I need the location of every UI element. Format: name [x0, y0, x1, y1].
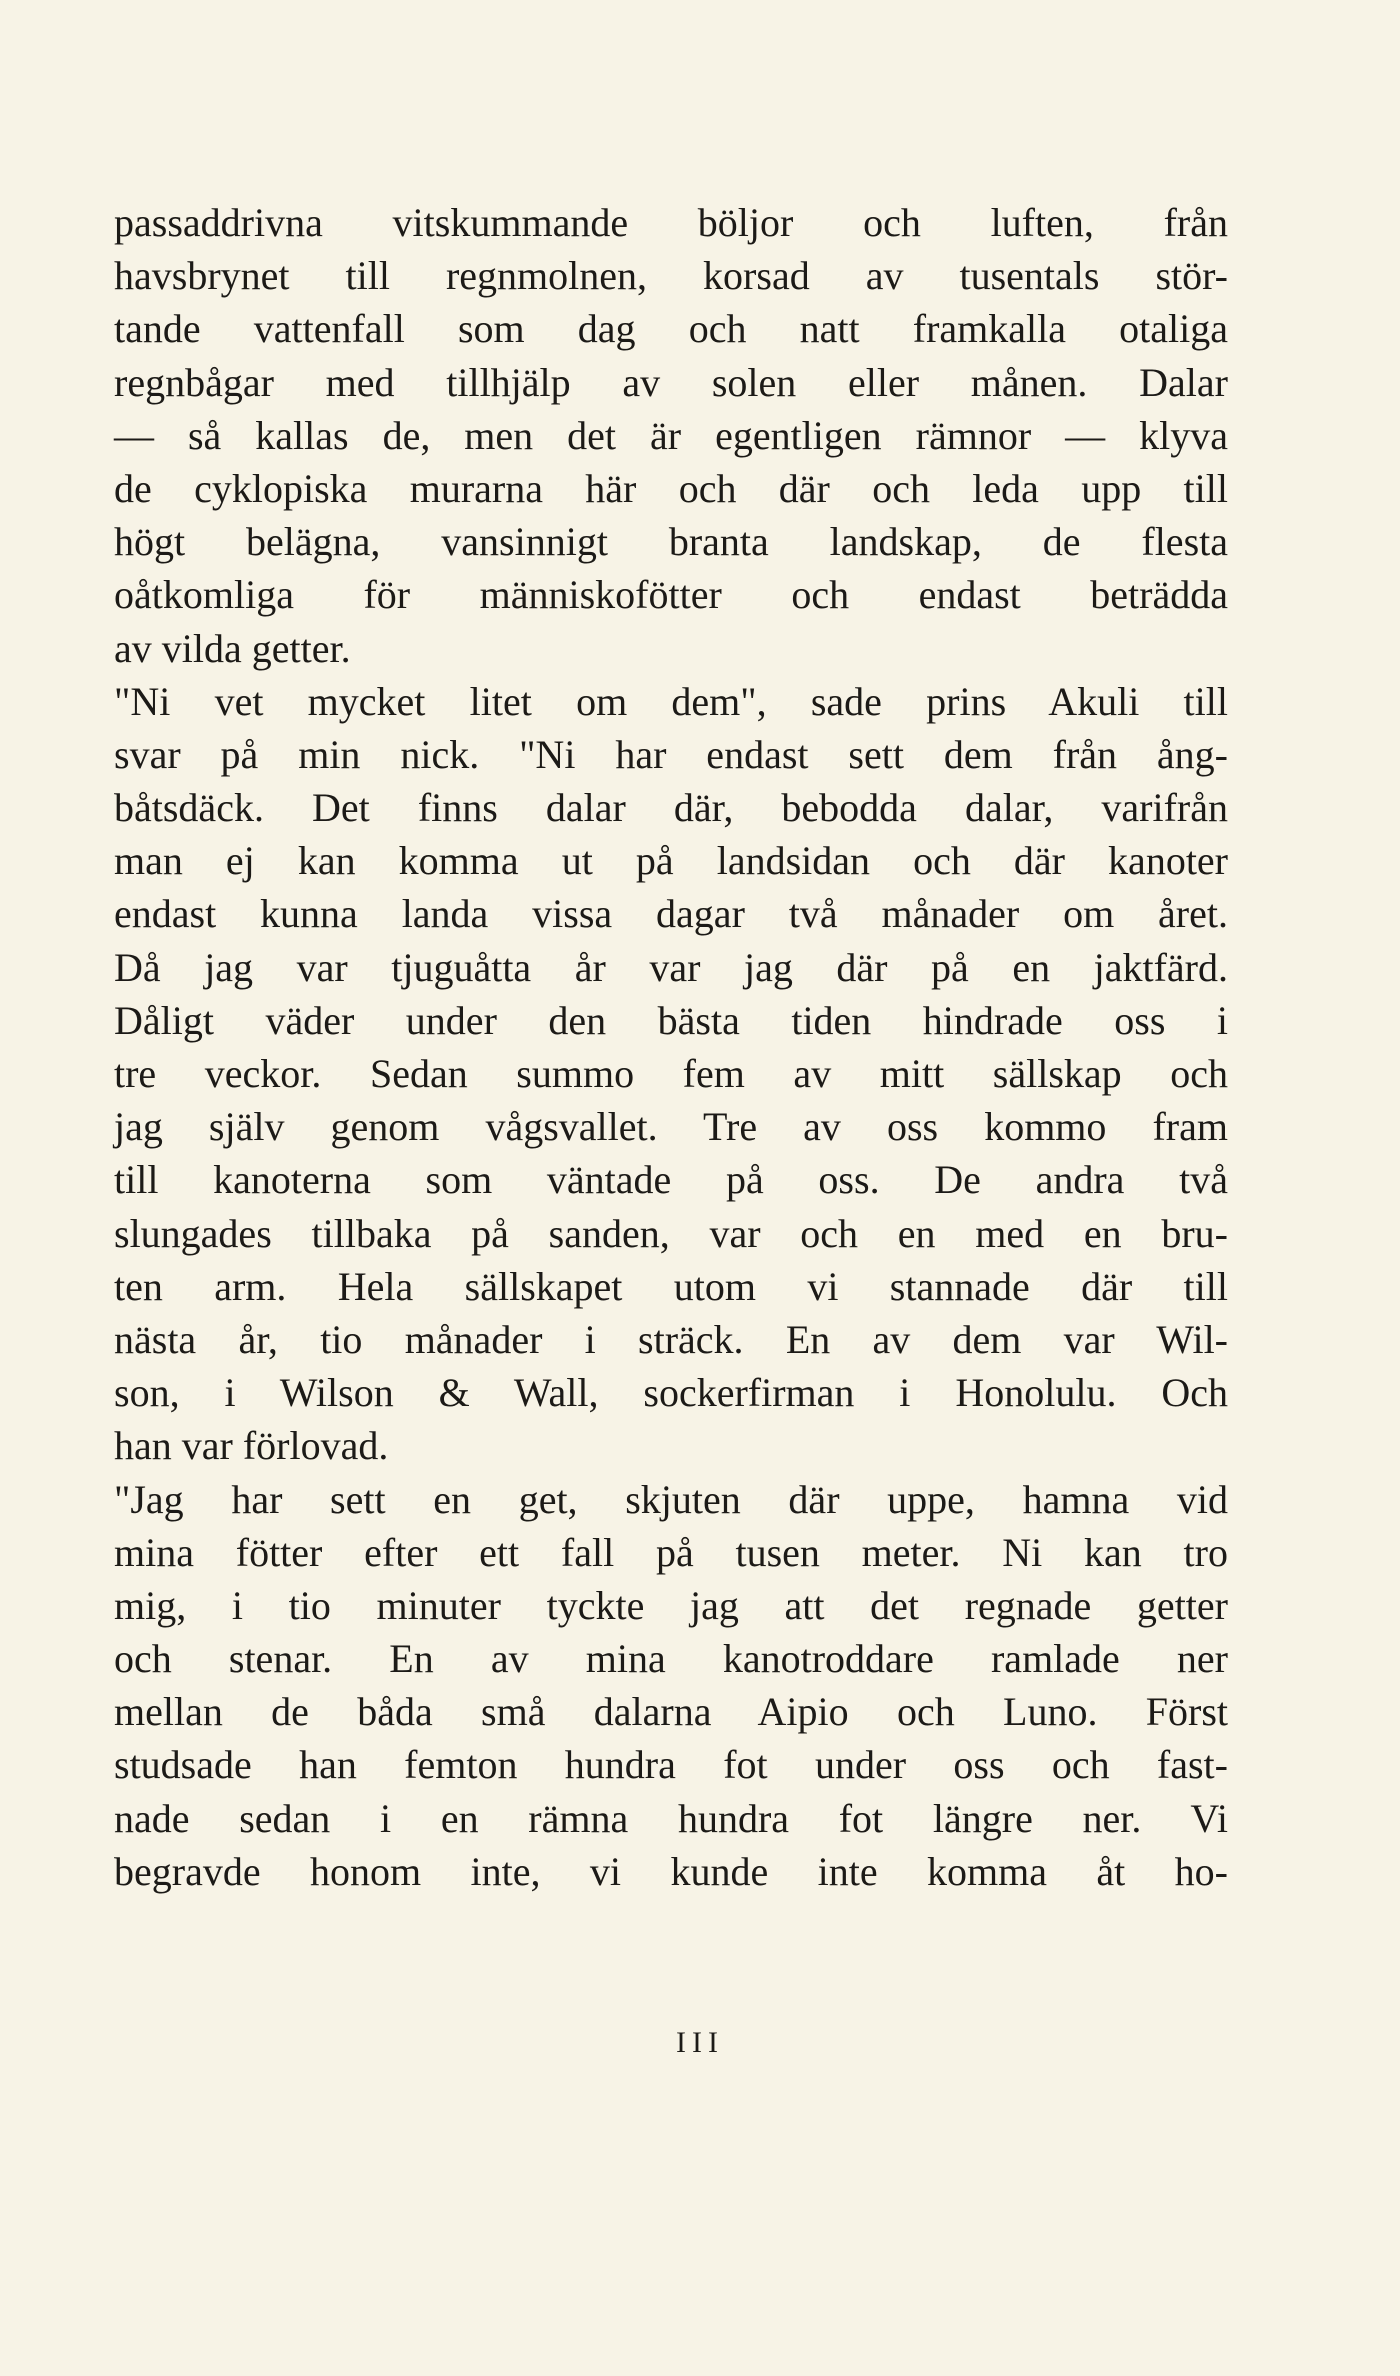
text-line: mellan de båda små dalarna Aipio och Luno. Först [114, 1689, 1228, 1735]
paragraph-3 [114, 1473, 1228, 1899]
text-line: mig, i tio minuter tyckte jag att det regnade getter [114, 1582, 1228, 1628]
text-line: jag själv genom vågsvallet. Tre av oss kommo fram [114, 1104, 1228, 1150]
text-line: studsade han femton hundra fot under oss och fast- [114, 1742, 1228, 1788]
text-line: svar på min nick. "Ni har endast sett dem från ång- [114, 731, 1228, 777]
text-line: endast kunna landa vissa dagar två månader om året. [114, 891, 1228, 937]
text-line: Då jag var tjuguåtta år var jag där på en jaktfärd. [114, 944, 1228, 990]
text-line: nade sedan i en rämna hundra fot längre ner. Vi [114, 1795, 1228, 1841]
text-line: man ej kan komma ut på landsidan och där kanoter [114, 838, 1228, 884]
text-line: han var förlovad. [114, 1423, 389, 1469]
text-line: högt belägna, vansinnigt branta landskap, de flesta [114, 519, 1228, 565]
text-line: begravde honom inte, vi kunde inte komma åt ho- [114, 1848, 1228, 1894]
text-line: slungades tillbaka på sanden, var och en med en bru- [114, 1210, 1228, 1256]
paragraph-2 [114, 675, 1228, 1473]
text-line: båtsdäck. Det finns dalar där, bebodda dalar, varifrån [114, 785, 1228, 831]
text-line: "Jag har sett en get, skjuten där uppe, hamna vid [114, 1476, 1228, 1522]
text-line: son, i Wilson & Wall, sockerfirman i Honolulu. Och [114, 1370, 1228, 1416]
text-line: tande vattenfall som dag och natt framkalla otaliga [114, 306, 1228, 352]
text-line: havsbrynet till regnmolnen, korsad av tusentals stör- [114, 253, 1228, 299]
page-number: III [676, 2026, 724, 2059]
text-line: Dåligt väder under den bästa tiden hindrade oss i [114, 997, 1228, 1043]
text-line: och stenar. En av mina kanotroddare ramlade ner [114, 1636, 1228, 1682]
text-line: — så kallas de, men det är egentligen rämnor — klyva [114, 412, 1228, 458]
text-line: de cyklopiska murarna här och där och leda upp till [114, 465, 1228, 511]
text-line: ten arm. Hela sällskapet utom vi stannade där till [114, 1263, 1228, 1309]
body-text [114, 196, 1228, 1898]
text-line: regnbågar med tillhjälp av solen eller månen. Dalar [114, 359, 1228, 405]
text-line: passaddrivna vitskummande böljor och luften, från [114, 200, 1228, 245]
text-line: till kanoterna som väntade på oss. De andra två [114, 1157, 1228, 1203]
text-line: av vilda getter. [114, 625, 351, 671]
text-line: oåtkomliga för människofötter och endast beträdda [114, 572, 1228, 618]
text-line: nästa år, tio månader i sträck. En av dem var Wil- [114, 1316, 1228, 1362]
text-line: tre veckor. Sedan summo fem av mitt sällskap och [114, 1051, 1228, 1096]
text-line: mina fötter efter ett fall på tusen meter. Ni kan tro [114, 1529, 1228, 1575]
paragraph-1 [114, 196, 1228, 675]
text-line: "Ni vet mycket litet om dem", sade prins Akuli till [114, 678, 1228, 724]
